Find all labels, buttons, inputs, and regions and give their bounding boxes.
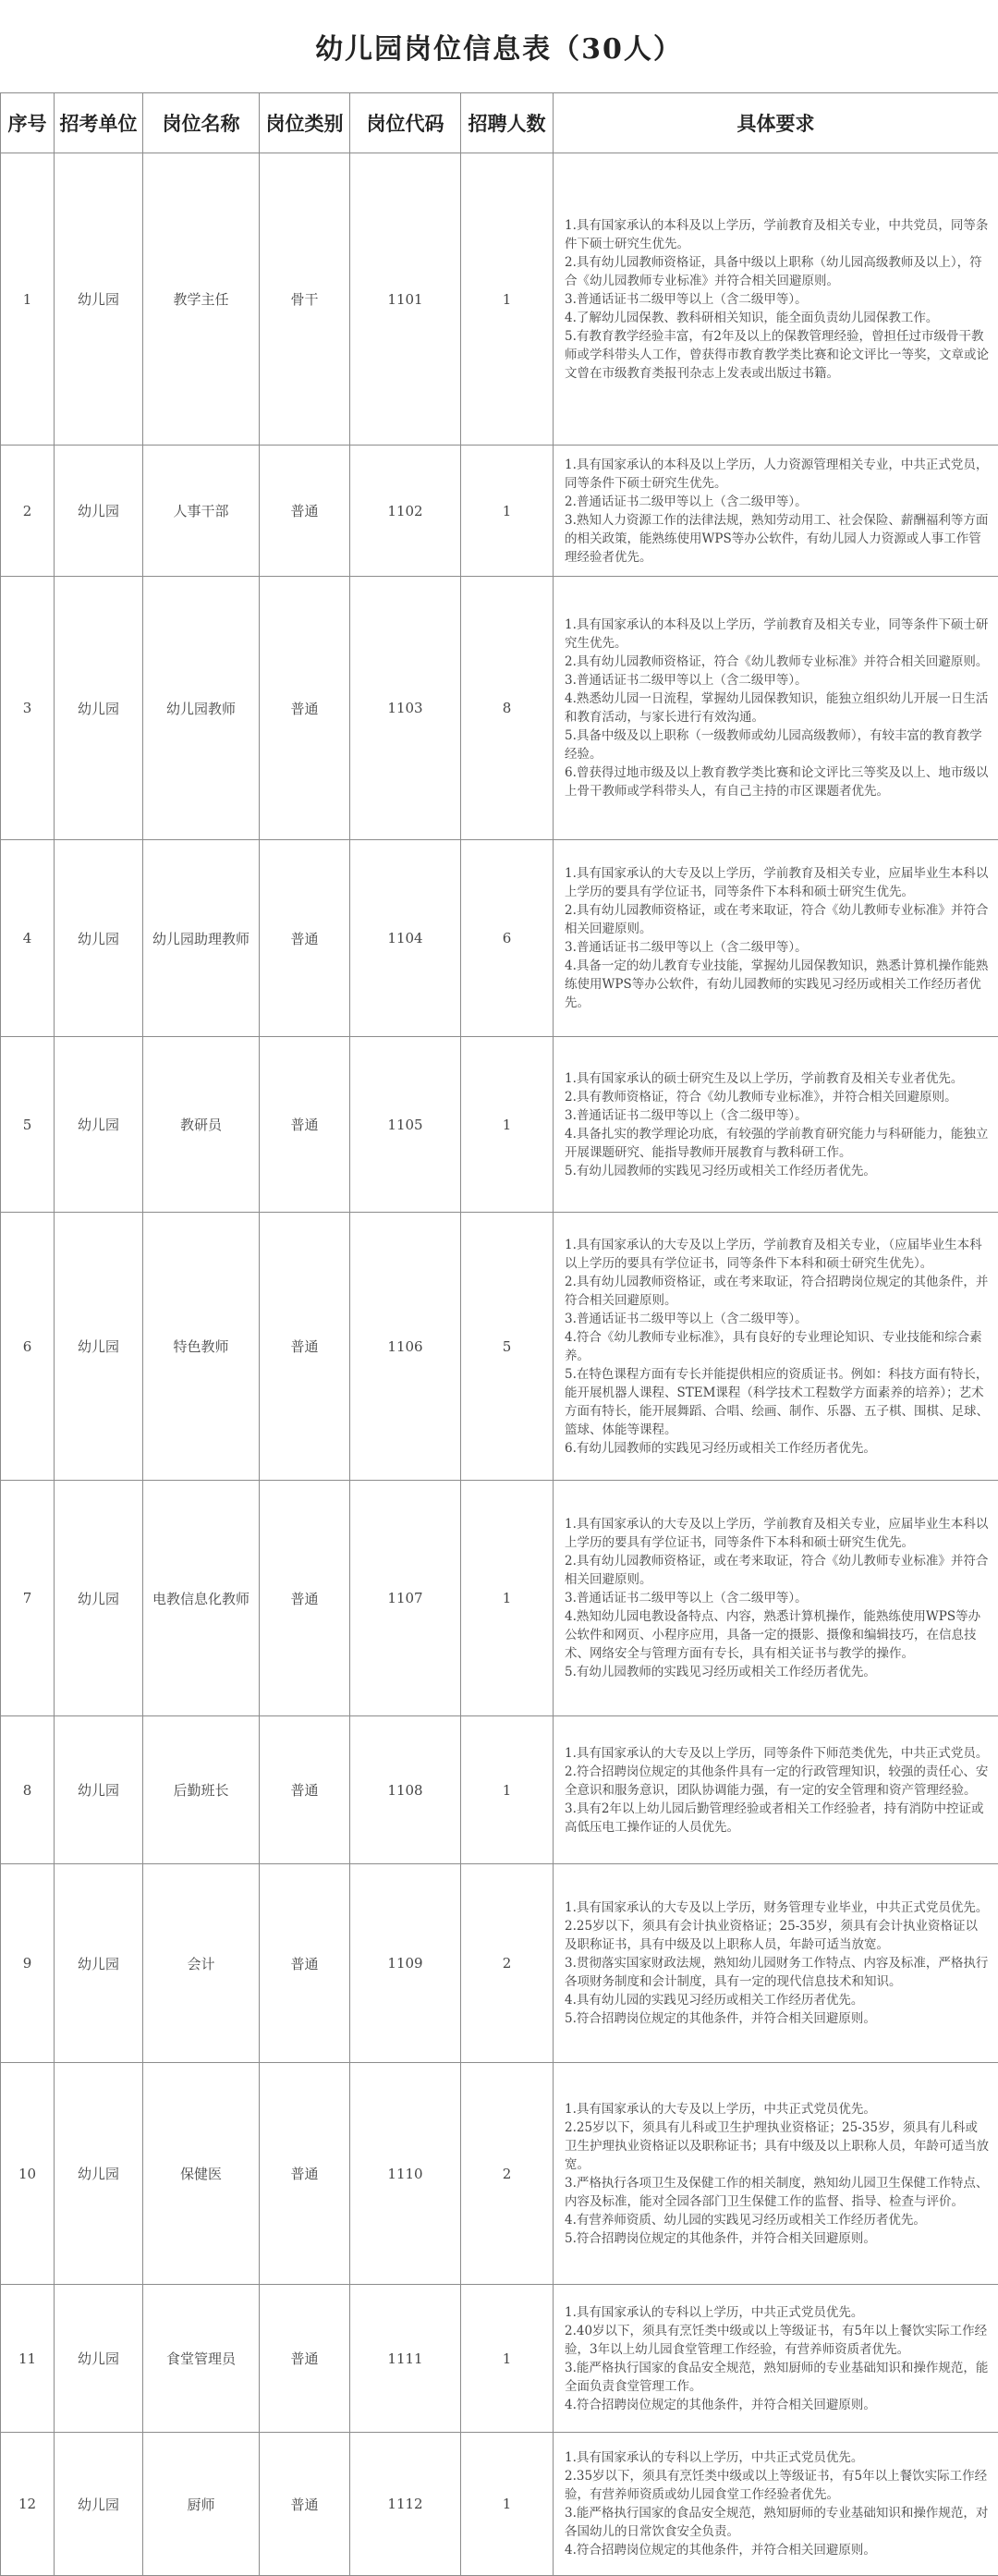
requirement-item: 3.严格执行各项卫生及保健工作的相关制度，熟知幼儿园卫生保健工作特点、内容及标准，能对全园各部门卫生保健工作的监督、指导、检查与评价。 bbox=[565, 2174, 989, 2211]
row-position-name: 食堂管理员 bbox=[143, 2285, 260, 2433]
row-code: 1111 bbox=[350, 2285, 461, 2433]
requirement-item: 4.具有幼儿园的实践见习经历或相关工作经历者优先。 bbox=[565, 1991, 989, 2009]
row-requirements bbox=[554, 1864, 998, 2063]
row-code: 1102 bbox=[350, 446, 461, 577]
row-code: 1105 bbox=[350, 1037, 461, 1213]
row-code: 1109 bbox=[350, 1864, 461, 2063]
row-position-name: 教研员 bbox=[143, 1037, 260, 1213]
row-position-name: 会计 bbox=[143, 1864, 260, 2063]
requirement-item: 3.能严格执行国家的食品安全规范，熟知厨师的专业基础知识和操作规范，对各国幼儿的日常饮食安全负责。 bbox=[565, 2504, 989, 2541]
row-position-name: 电教信息化教师 bbox=[143, 1481, 260, 1716]
row-count: 1 bbox=[461, 2285, 554, 2433]
row-position-name: 人事干部 bbox=[143, 446, 260, 577]
requirement-item: 3.普通话证书二级甲等以上（含二级甲等）。 bbox=[565, 938, 989, 957]
requirement-item: 3.普通话证书二级甲等以上（含二级甲等）。 bbox=[565, 1589, 989, 1607]
requirement-item: 3.贯彻落实国家财政法规，熟知幼儿园财务工作特点、内容及标准，严格执行各项财务制度和会计制度，具有一定的现代信息技术和知识。 bbox=[565, 1954, 989, 1991]
row-requirements bbox=[554, 1037, 998, 1213]
row-category: 普通 bbox=[260, 2285, 350, 2433]
header-row bbox=[1, 93, 998, 153]
requirement-item: 6.曾获得过地市级及以上教育教学类比赛和论文评比三等奖及以上、地市级以上骨干教师或学科带头人，有自己主持的市区课题者优先。 bbox=[565, 763, 989, 800]
table-row bbox=[1, 1716, 998, 1864]
row-unit: 幼儿园 bbox=[55, 446, 143, 577]
row-category: 普通 bbox=[260, 1716, 350, 1864]
row-number: 10 bbox=[1, 2063, 55, 2285]
table-row bbox=[1, 153, 998, 446]
requirement-item: 2.具有幼儿园教师资格证，或在考来取证，符合《幼儿教师专业标准》并符合相关回避原则。 bbox=[565, 1552, 989, 1589]
row-position-name: 厨师 bbox=[143, 2433, 260, 2576]
row-requirements bbox=[554, 2433, 998, 2576]
requirement-item: 4.具备一定的幼儿教育专业技能，掌握幼儿园保教知识，熟悉计算机操作能熟练使用WPS等办公软件，有幼儿园教师的实践见习经历或相关工作经历者优先。 bbox=[565, 957, 989, 1012]
row-unit: 幼儿园 bbox=[55, 153, 143, 446]
table-row bbox=[1, 577, 998, 840]
requirement-item: 4.了解幼儿园保教、教科研相关知识，能全面负责幼儿园保教工作。 bbox=[565, 309, 989, 327]
requirement-item: 2.40岁以下，须具有烹饪类中级或以上等级证书，有5年以上餐饮实际工作经验，3年以上幼儿园食堂管理工作经验，有营养师资质者优先。 bbox=[565, 2322, 989, 2359]
header-position-name: 岗位名称 bbox=[143, 93, 260, 153]
requirement-item: 5.符合招聘岗位规定的其他条件，并符合相关回避原则。 bbox=[565, 2009, 989, 2028]
requirement-item: 1.具有国家承认的大专及以上学历，财务管理专业毕业，中共正式党员优先。 bbox=[565, 1898, 989, 1917]
requirement-item: 5.有教育教学经验丰富，有2年及以上的保教管理经验，曾担任过市级骨干教师或学科带头人工作，曾获得市教育教学类比赛和论文评比一等奖，文章或论文曾在市级教育类报刊杂志上发表或出版过书籍。 bbox=[565, 327, 989, 383]
row-code: 1110 bbox=[350, 2063, 461, 2285]
requirement-item: 2.符合招聘岗位规定的其他条件具有一定的行政管理知识，较强的责任心、安全意识和服务意识，团队协调能力强，有一定的安全管理和资产管理经验。 bbox=[565, 1763, 989, 1800]
row-requirements bbox=[554, 153, 998, 446]
row-number: 4 bbox=[1, 840, 55, 1037]
row-category: 普通 bbox=[260, 2063, 350, 2285]
requirement-item: 1.具有国家承认的大专及以上学历，学前教育及相关专业，应届毕业生本科以上学历的要具有学位证书，同等条件下本科和硕士研究生优先。 bbox=[565, 864, 989, 901]
table-row bbox=[1, 1864, 998, 2063]
row-code: 1112 bbox=[350, 2433, 461, 2576]
row-category: 普通 bbox=[260, 2433, 350, 2576]
row-requirements bbox=[554, 577, 998, 840]
row-number: 9 bbox=[1, 1864, 55, 2063]
job-info-table bbox=[0, 92, 998, 2576]
row-position-name: 幼儿园教师 bbox=[143, 577, 260, 840]
document-title: 幼儿园岗位信息表（30人） bbox=[0, 0, 998, 92]
row-count: 1 bbox=[461, 1716, 554, 1864]
row-requirements bbox=[554, 2063, 998, 2285]
requirement-item: 1.具有国家承认的大专及以上学历，学前教育及相关专业，（应届毕业生本科以上学历的要具有学位证书，同等条件下本科和硕士研究生优先）。 bbox=[565, 1236, 989, 1273]
row-number: 12 bbox=[1, 2433, 55, 2576]
header-count: 招聘人数 bbox=[461, 93, 554, 153]
row-category: 普通 bbox=[260, 1213, 350, 1481]
row-category: 普通 bbox=[260, 1037, 350, 1213]
requirement-item: 1.具有国家承认的专科以上学历，中共正式党员优先。 bbox=[565, 2448, 989, 2467]
row-requirements bbox=[554, 1213, 998, 1481]
requirement-item: 4.具备扎实的教学理论功底，有较强的学前教育研究能力与科研能力，能独立开展课题研究、能指导教师开展教育与教科研工作。 bbox=[565, 1125, 989, 1162]
requirement-item: 1.具有国家承认的专科以上学历，中共正式党员优先。 bbox=[565, 2303, 989, 2322]
row-position-name: 幼儿园助理教师 bbox=[143, 840, 260, 1037]
row-unit: 幼儿园 bbox=[55, 840, 143, 1037]
row-count: 8 bbox=[461, 577, 554, 840]
table-row bbox=[1, 1213, 998, 1481]
requirement-item: 3.能严格执行国家的食品安全规范，熟知厨师的专业基础知识和操作规范，能全面负责食堂管理工作。 bbox=[565, 2359, 989, 2396]
requirement-item: 1.具有国家承认的本科及以上学历，学前教育及相关专业，中共党员，同等条件下硕士研究生优先。 bbox=[565, 216, 989, 253]
requirement-item: 4.熟悉幼儿园一日流程，掌握幼儿园保教知识，能独立组织幼儿开展一日生活和教育活动，与家长进行有效沟通。 bbox=[565, 690, 989, 726]
row-code: 1108 bbox=[350, 1716, 461, 1864]
row-count: 5 bbox=[461, 1213, 554, 1481]
row-count: 6 bbox=[461, 840, 554, 1037]
requirement-item: 2.普通话证书二级甲等以上（含二级甲等）。 bbox=[565, 493, 989, 511]
requirement-item: 5.有幼儿园教师的实践见习经历或相关工作经历者优先。 bbox=[565, 1663, 989, 1681]
row-unit: 幼儿园 bbox=[55, 1037, 143, 1213]
row-code: 1104 bbox=[350, 840, 461, 1037]
row-number: 6 bbox=[1, 1213, 55, 1481]
row-unit: 幼儿园 bbox=[55, 2285, 143, 2433]
row-code: 1106 bbox=[350, 1213, 461, 1481]
requirement-item: 4.熟知幼儿园电教设备特点、内容，熟悉计算机操作，能熟练使用WPS等办公软件和网页、小程序应用，具备一定的摄影、摄像和编辑技巧，在信息技术、网络安全与管理方面有专长，具有相关证书与教学的操作。 bbox=[565, 1607, 989, 1663]
row-category: 普通 bbox=[260, 446, 350, 577]
row-category: 普通 bbox=[260, 1864, 350, 2063]
row-number: 5 bbox=[1, 1037, 55, 1213]
requirement-item: 4.符合招聘岗位规定的其他条件，并符合相关回避原则。 bbox=[565, 2396, 989, 2414]
row-position-name: 后勤班长 bbox=[143, 1716, 260, 1864]
table-row bbox=[1, 1481, 998, 1716]
table-row bbox=[1, 446, 998, 577]
row-code: 1101 bbox=[350, 153, 461, 446]
header-no: 序号 bbox=[1, 93, 55, 153]
row-requirements bbox=[554, 2285, 998, 2433]
requirement-item: 2.具有幼儿园教师资格证，或在考来取证，符合《幼儿教师专业标准》并符合相关回避原则。 bbox=[565, 901, 989, 938]
requirement-item: 6.有幼儿园教师的实践见习经历或相关工作经历者优先。 bbox=[565, 1439, 989, 1458]
row-count: 2 bbox=[461, 2063, 554, 2285]
row-number: 1 bbox=[1, 153, 55, 446]
requirement-item: 5.在特色课程方面有专长并能提供相应的资质证书。例如：科技方面有特长，能开展机器人课程、STEM课程（科学技术工程数学方面素养的培养）；艺术方面有特长，能开展舞蹈、合唱、绘画、制作、乐器、五子棋、围棋、足球、篮球、体能等课程。 bbox=[565, 1365, 989, 1439]
requirement-item: 1.具有国家承认的大专及以上学历，中共正式党员优先。 bbox=[565, 2100, 989, 2118]
header-category: 岗位类别 bbox=[260, 93, 350, 153]
requirement-item: 3.具有2年以上幼儿园后勤管理经验或者相关工作经验者，持有消防中控证或高低压电工操作证的人员优先。 bbox=[565, 1800, 989, 1837]
row-unit: 幼儿园 bbox=[55, 2433, 143, 2576]
row-code: 1107 bbox=[350, 1481, 461, 1716]
table-row bbox=[1, 2433, 998, 2576]
row-unit: 幼儿园 bbox=[55, 577, 143, 840]
row-number: 11 bbox=[1, 2285, 55, 2433]
requirement-item: 1.具有国家承认的本科及以上学历，学前教育及相关专业，同等条件下硕士研究生优先。 bbox=[565, 616, 989, 653]
requirement-item: 5.符合招聘岗位规定的其他条件，并符合相关回避原则。 bbox=[565, 2229, 989, 2248]
requirement-item: 2.具有幼儿园教师资格证，符合《幼儿教师专业标准》并符合相关回避原则。 bbox=[565, 653, 989, 671]
row-count: 1 bbox=[461, 153, 554, 446]
row-number: 3 bbox=[1, 577, 55, 840]
row-count: 1 bbox=[461, 1037, 554, 1213]
table-row bbox=[1, 1037, 998, 1213]
requirement-item: 4.符合招聘岗位规定的其他条件，并符合相关回避原则。 bbox=[565, 2541, 989, 2559]
row-unit: 幼儿园 bbox=[55, 1213, 143, 1481]
row-requirements bbox=[554, 1716, 998, 1864]
requirement-item: 2.具有幼儿园教师资格证，具备中级以上职称（幼儿园高级教师及以上），符合《幼儿园教师专业标准》并符合相关回避原则。 bbox=[565, 253, 989, 290]
requirement-item: 2.25岁以下，须具有会计执业资格证；25-35岁，须具有会计执业资格证以及职称证书，具有中级及以上职称人员，年龄可适当放宽。 bbox=[565, 1917, 989, 1954]
row-requirements bbox=[554, 446, 998, 577]
row-number: 8 bbox=[1, 1716, 55, 1864]
row-unit: 幼儿园 bbox=[55, 1716, 143, 1864]
requirement-item: 2.具有教师资格证，符合《幼儿教师专业标准》，并符合相关回避原则。 bbox=[565, 1088, 989, 1106]
requirement-item: 4.有营养师资质、幼儿园的实践见习经历或相关工作经历者优先。 bbox=[565, 2211, 989, 2229]
row-count: 1 bbox=[461, 1481, 554, 1716]
row-count: 1 bbox=[461, 446, 554, 577]
header-unit: 招考单位 bbox=[55, 93, 143, 153]
row-position-name: 保健医 bbox=[143, 2063, 260, 2285]
row-count: 1 bbox=[461, 2433, 554, 2576]
row-number: 7 bbox=[1, 1481, 55, 1716]
row-unit: 幼儿园 bbox=[55, 1481, 143, 1716]
row-position-name: 教学主任 bbox=[143, 153, 260, 446]
row-requirements bbox=[554, 840, 998, 1037]
row-category: 普通 bbox=[260, 577, 350, 840]
requirement-item: 1.具有国家承认的硕士研究生及以上学历，学前教育及相关专业者优先。 bbox=[565, 1069, 989, 1088]
header-requirements: 具体要求 bbox=[554, 93, 998, 153]
requirement-item: 4.符合《幼儿教师专业标准》，具有良好的专业理论知识、专业技能和综合素养。 bbox=[565, 1328, 989, 1365]
requirement-item: 2.25岁以下，须具有儿科或卫生护理执业资格证；25-35岁，须具有儿科或卫生护理执业资格证以及职称证书；具有中级及以上职称人员，年龄可适当放宽。 bbox=[565, 2118, 989, 2174]
row-position-name: 特色教师 bbox=[143, 1213, 260, 1481]
row-category: 普通 bbox=[260, 840, 350, 1037]
requirement-item: 3.普通话证书二级甲等以上（含二级甲等）。 bbox=[565, 290, 989, 309]
requirement-item: 2.具有幼儿园教师资格证，或在考来取证，符合招聘岗位规定的其他条件，并符合相关回避原则。 bbox=[565, 1273, 989, 1310]
requirement-item: 1.具有国家承认的大专及以上学历，学前教育及相关专业，应届毕业生本科以上学历的要具有学位证书，同等条件下本科和硕士研究生优先。 bbox=[565, 1515, 989, 1552]
row-requirements bbox=[554, 1481, 998, 1716]
requirement-item: 5.有幼儿园教师的实践见习经历或相关工作经历者优先。 bbox=[565, 1162, 989, 1180]
row-unit: 幼儿园 bbox=[55, 1864, 143, 2063]
table-row bbox=[1, 840, 998, 1037]
row-unit: 幼儿园 bbox=[55, 2063, 143, 2285]
header-code: 岗位代码 bbox=[350, 93, 461, 153]
row-category: 骨干 bbox=[260, 153, 350, 446]
table-row bbox=[1, 2285, 998, 2433]
table-body bbox=[1, 153, 998, 2576]
table-row bbox=[1, 2063, 998, 2285]
requirement-item: 3.普通话证书二级甲等以上（含二级甲等）。 bbox=[565, 1310, 989, 1328]
requirement-item: 3.普通话证书二级甲等以上（含二级甲等）。 bbox=[565, 1106, 989, 1125]
requirement-item: 5.具备中级及以上职称（一级教师或幼儿园高级教师），有较丰富的教育教学经验。 bbox=[565, 726, 989, 763]
row-category: 普通 bbox=[260, 1481, 350, 1716]
requirement-item: 2.35岁以下，须具有烹饪类中级或以上等级证书，有5年以上餐饮实际工作经验，有营养师资质或幼儿园食堂工作经验者优先。 bbox=[565, 2467, 989, 2504]
requirement-item: 3.熟知人力资源工作的法律法规，熟知劳动用工、社会保险、薪酬福利等方面的相关政策，能熟练使用WPS等办公软件，有幼儿园人力资源或人事工作管理经验者优先。 bbox=[565, 511, 989, 567]
row-count: 2 bbox=[461, 1864, 554, 2063]
row-number: 2 bbox=[1, 446, 55, 577]
requirement-item: 1.具有国家承认的大专及以上学历，同等条件下师范类优先，中共正式党员。 bbox=[565, 1744, 989, 1763]
requirement-item: 1.具有国家承认的本科及以上学历，人力资源管理相关专业，中共正式党员，同等条件下硕士研究生优先。 bbox=[565, 456, 989, 493]
row-code: 1103 bbox=[350, 577, 461, 840]
requirement-item: 3.普通话证书二级甲等以上（含二级甲等）。 bbox=[565, 671, 989, 690]
